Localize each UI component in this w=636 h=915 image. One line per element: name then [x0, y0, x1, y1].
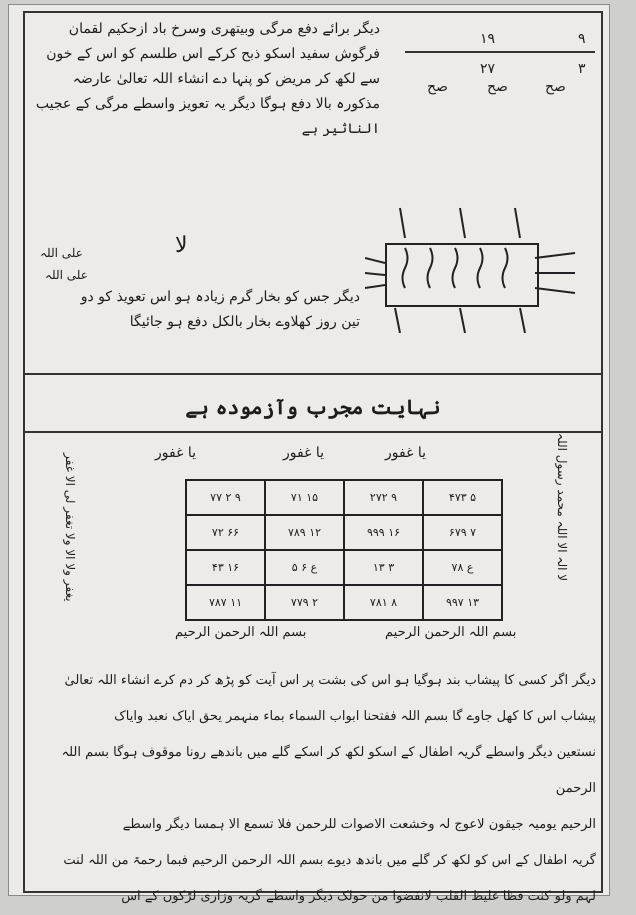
text-line: دیگر برائے دفع مرگی وبیتھری وسرخ باد ازحکیم لقمان: [68, 21, 380, 37]
magic-square: [185, 479, 503, 621]
charm-strokes: [365, 203, 585, 333]
magic-header: یا غفور: [385, 445, 427, 461]
bottom-text: [30, 663, 596, 915]
middle-text: [30, 285, 360, 335]
grid-word: صح: [487, 79, 508, 95]
text-line: گریہ اطفال کے اس کو لکھ کر گلے میں باندھ دیوے بسم اللہ الرحمن الرحیم فبما رحمۃ من اللہ لنت: [63, 853, 596, 868]
text-line: دیگر جس کو بخار گرم زیادہ ہو اس تعویذ کو دو: [80, 289, 360, 305]
text-line: الرحیم یومیہ جیقون لاعوج لہ وخشعت الاصوات للرحمن فلا تسمع الا ہمسا دیگر واسطے: [122, 817, 596, 832]
text-line: تین روز کھلاوے بخار بالکل دفع ہو جائیگا: [129, 314, 360, 330]
table-cell: ۷۷ ۲ ۹: [186, 480, 265, 515]
divider: [25, 373, 601, 375]
table-cell: ۱۳ ۳: [344, 550, 423, 585]
grid-num: ۳: [578, 61, 586, 77]
text-line: پیشاب اس کا کھل جاوے گا بسم اللہ ففتحنا ابواب السماء بماء منہمر یحق ایاک نعبد وایاک: [114, 709, 596, 724]
number-grid: [405, 51, 595, 53]
heading: نہایت مجرب وآزمودہ ہے: [185, 395, 441, 419]
charm-drawing: [365, 203, 585, 333]
left-vertical-text: یغفر ولا الا ولا تغفر لی الا غفر: [63, 453, 77, 602]
table-cell: ۷۸۹ ۱۲: [265, 515, 344, 550]
grid-word: صح: [427, 79, 448, 95]
table-cell: ۷۸۱ ۸: [344, 585, 423, 620]
table-cell: ۹۹۷ ۱۳: [423, 585, 502, 620]
page-frame: [23, 11, 603, 904]
text-line: دیگر اگر کسی کا پیشاب بند ہوگیا ہو اس کی بشت پر اس آیت کو پڑھ کر دم کرے انشاء اللہ تعالیٰ: [64, 673, 596, 688]
mark-la: لا: [175, 233, 188, 258]
magic-header: یا غفور: [155, 445, 197, 461]
right-vertical-text: لا الہ الا اللہ محمد رسول اللہ: [555, 433, 569, 582]
text-line: مذکورہ بالا دفع ہوگا دیگر یہ تعویز واسطے مرگی کے عجیب: [35, 96, 380, 112]
top-right-text: [30, 17, 380, 142]
table-row: [186, 480, 502, 515]
text-line: الناثیر ہے: [301, 121, 380, 137]
bismillah-left: بسم اللہ الرحمن الرحیم: [175, 625, 307, 640]
table-cell: ۴۳ ۱۶: [186, 550, 265, 585]
ali-label: علی اللہ: [45, 268, 88, 282]
text-line: فرگوش سفید اسکو ذبح کرکے اس طلسم کو اس کے خون: [46, 46, 380, 62]
bismillah-right: بسم اللہ الرحمن الرحیم: [385, 625, 517, 640]
grid-num: ۹: [578, 31, 586, 47]
text-line: نستعین دیگر واسطے گریہ اطفال کے اسکو لکھ کر اسکے گلے میں باندھے رونا موقوف ہوگا بسم اللہ الرحمن: [61, 745, 596, 796]
grid-num: ۲۷: [480, 61, 496, 77]
table-row: [186, 515, 502, 550]
table-row: [186, 585, 502, 620]
table-cell: ۹۹۹ ۱۶: [344, 515, 423, 550]
divider: [25, 431, 601, 433]
table-cell: ع ۷۸: [423, 550, 502, 585]
table-cell: ۲۷۲ ۹: [344, 480, 423, 515]
table-cell: ۷۲ ۶۶: [186, 515, 265, 550]
book-page: [8, 4, 610, 904]
table-cell: ۴۷۳ ۵: [423, 480, 502, 515]
text-line: لہم ولو کنت فظا غلیظ القلب لانفضوا من حولک دیگر واسطے گریہ وزاری لڑکوں کے اس: [121, 889, 596, 904]
text-line: سے لکھ کر مریض کو پنہا دے انشاء اللہ تعالیٰ عارضہ: [72, 71, 380, 87]
table-cell: ع ۶ ۵: [265, 550, 344, 585]
table-cell: ۷۱ ۱۵: [265, 480, 344, 515]
table-row: [186, 550, 502, 585]
grid-num: ۱۹: [480, 31, 496, 47]
grid-word: صح: [545, 79, 566, 95]
ali-label: علی اللہ: [40, 246, 83, 260]
magic-header: یا غفور: [283, 445, 325, 461]
table-cell: ۷۸۷ ۱۱: [186, 585, 265, 620]
table-cell: ۶۷۹ ۷: [423, 515, 502, 550]
table-cell: ۷۷۹ ۲: [265, 585, 344, 620]
